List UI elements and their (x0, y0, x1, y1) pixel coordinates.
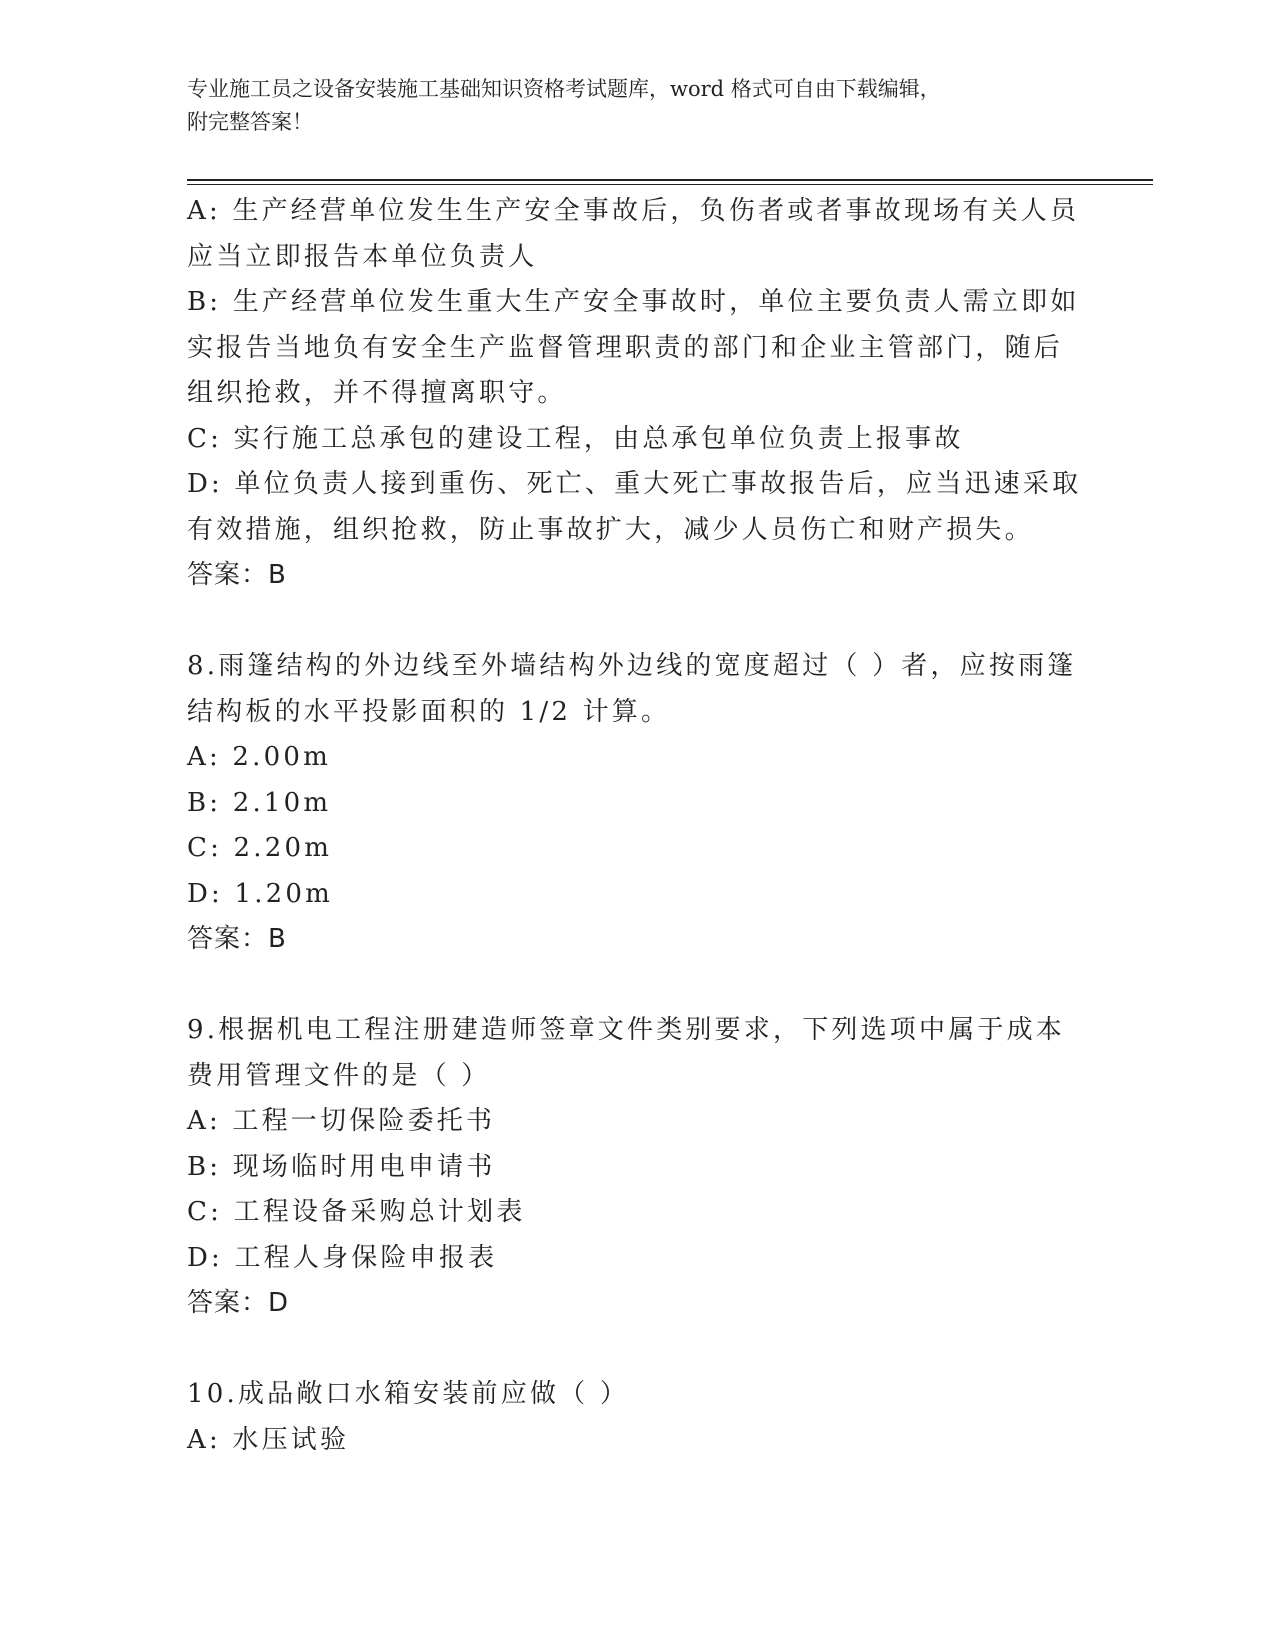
q8-option-c: C: 2.20m (187, 833, 333, 863)
q7-answer: 答案：B (187, 560, 287, 590)
q7-option-b-line-2: 实报告当地负有安全生产监督管理职责的部门和企业主管部门，随后 (187, 332, 1064, 363)
spacer (187, 1327, 1077, 1373)
q7-option-d-line-1: D: 单位负责人接到重伤、死亡、重大死亡事故报告后，应当迅速采取 (187, 469, 1082, 499)
q8-option-b: B: 2.10m (187, 787, 332, 818)
spacer (187, 963, 1077, 1009)
header-divider-thick (187, 179, 1153, 181)
question-7 (187, 189, 1082, 599)
q10-option-a: A: 水压试验 (187, 1424, 350, 1455)
question-10 (187, 1372, 1077, 1463)
question-9 (187, 1008, 1077, 1327)
q7-option-a-line-1: A: 生产经营单位发生生产安全事故后，负伤者或者事故现场有关人员 (187, 196, 1080, 226)
q9-option-b: B: 现场临时用电申请书 (187, 1151, 496, 1182)
question-8 (187, 644, 1077, 963)
header-line-2: 附完整答案！ (187, 110, 313, 134)
q9-option-c: C: 工程设备采购总计划表 (187, 1197, 526, 1227)
q9-stem-line-2: 费用管理文件的是（ ） (187, 1060, 491, 1091)
q10-stem: 10.成品敞口水箱安装前应做（ ） (187, 1379, 630, 1409)
q8-answer: 答案：B (187, 924, 287, 954)
document-header (187, 73, 1067, 139)
question-content (187, 189, 1082, 1463)
q9-option-a: A: 工程一切保险委托书 (187, 1106, 496, 1136)
q7-option-a-line-2: 应当立即报告本单位负责人 (187, 241, 538, 272)
q8-stem-line-2: 结构板的水平投影面积的 1/2 计算。 (187, 696, 671, 727)
q8-option-a: A: 2.00m (187, 742, 331, 772)
q9-option-d: D: 工程人身保险申报表 (187, 1242, 498, 1273)
spacer (187, 599, 1077, 645)
q9-stem-line-1: 9.根据机电工程注册建造师签章文件类别要求，下列选项中属于成本 (187, 1015, 1066, 1045)
q7-option-b-line-1: B: 生产经营单位发生重大生产安全事故时，单位主要负责人需立即如 (187, 287, 1080, 317)
q7-option-b-line-3: 组织抢救，并不得擅离职守。 (187, 378, 567, 408)
q8-stem-line-1: 8.雨篷结构的外边线至外墙结构外边线的宽度超过（ ）者，应按雨篷 (187, 651, 1077, 681)
q8-option-d: D: 1.20m (187, 878, 334, 909)
header-divider-thin (187, 184, 1153, 185)
q7-option-d-line-2: 有效措施，组织抢救，防止事故扩大，减少人员伤亡和财产损失。 (187, 514, 1034, 545)
q7-option-c: C: 实行施工总承包的建设工程，由总承包单位负责上报事故 (187, 423, 964, 454)
q9-answer: 答案：D (187, 1288, 290, 1318)
header-line-1: 专业施工员之设备安装施工基础知识资格考试题库，word 格式可自由下载编辑， (187, 77, 941, 101)
